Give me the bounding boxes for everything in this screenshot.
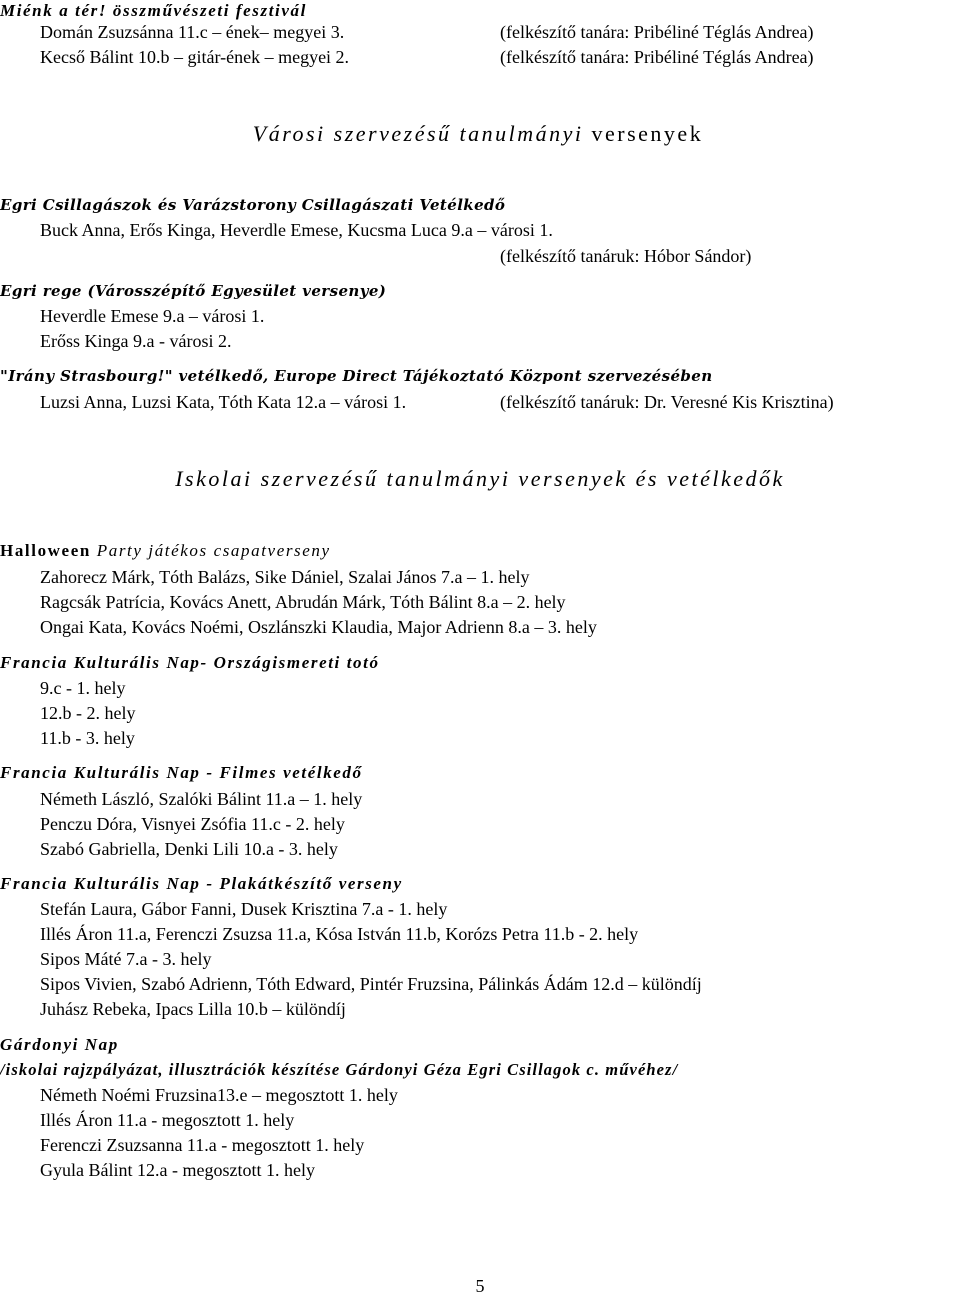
competition-heading: Francia Kulturális Nap - Filmes vetélkedő bbox=[0, 763, 363, 782]
competition-heading: Gárdonyi Nap bbox=[0, 1035, 119, 1054]
festival-heading: Miénk a tér! összművészeti fesztivál bbox=[0, 1, 307, 20]
page-number: 5 bbox=[475, 1276, 485, 1296]
competition-subheading: /iskolai rajzpályázat, illusztrációk készítése Gárdonyi Géza Egri Csillagok c. művéhez/ bbox=[0, 1060, 679, 1079]
result-line: Szabó Gabriella, Denki Lili 10.a - 3. hely bbox=[40, 839, 338, 859]
teacher-note: (felkészítő tanáruk: Dr. Veresné Kis Krisztina) bbox=[500, 392, 834, 412]
result-line: Ferenczi Zsuzsanna 11.a - megosztott 1. hely bbox=[40, 1135, 365, 1155]
result-line: Ongai Kata, Kovács Noémi, Oszlánszki Klaudia, Major Adrienn 8.a – 3. hely bbox=[40, 617, 597, 637]
result-line: Sipos Vivien, Szabó Adrienn, Tóth Edward, Pintér Fruzsina, Pálinkás Ádám 12.d – különdíj bbox=[40, 974, 702, 994]
competition-heading: Egri rege (Városszépítő Egyesület versenye) bbox=[0, 282, 387, 300]
result-line: Domán Zsuzsánna 11.c – ének– megyei 3. bbox=[40, 22, 345, 42]
teacher-note: (felkészítő tanáruk: Hóbor Sándor) bbox=[500, 246, 752, 266]
result-line: Juhász Rebeka, Ipacs Lilla 10.b – különdíj bbox=[40, 999, 346, 1019]
section-title-rest: versenyek bbox=[583, 121, 704, 146]
result-line: Illés Áron 11.a - megosztott 1. hely bbox=[40, 1110, 295, 1130]
result-line: Penczu Dóra, Visnyei Zsófia 11.c - 2. hely bbox=[40, 814, 345, 834]
section-title-varosi bbox=[0, 120, 958, 148]
teacher-note: (felkészítő tanára: Pribéliné Téglás Andrea) bbox=[500, 47, 814, 67]
result-line: Németh László, Szalóki Bálint 11.a – 1. hely bbox=[40, 789, 363, 809]
result-line: Erőss Kinga 9.a - városi 2. bbox=[40, 331, 232, 351]
result-line: Gyula Bálint 12.a - megosztott 1. hely bbox=[40, 1160, 315, 1180]
result-line: Stefán Laura, Gábor Fanni, Dusek Krisztina 7.a - 1. hely bbox=[40, 899, 448, 919]
result-line: Buck Anna, Erős Kinga, Heverdle Emese, Kucsma Luca 9.a – városi 1. bbox=[40, 220, 553, 240]
section-title-italic: Városi szervezésű tanulmányi bbox=[252, 121, 584, 146]
result-line: 9.c - 1. hely bbox=[40, 678, 126, 698]
result-line: Illés Áron 11.a, Ferenczi Zsuzsa 11.a, Kósa István 11.b, Korózs Petra 11.b - 2. hely bbox=[40, 924, 639, 944]
result-line: Zahorecz Márk, Tóth Balázs, Sike Dániel, Szalai János 7.a – 1. hely bbox=[40, 567, 530, 587]
result-line: 11.b - 3. hely bbox=[40, 728, 135, 748]
teacher-note: (felkészítő tanára: Pribéliné Téglás Andrea) bbox=[500, 22, 814, 42]
result-line: Németh Noémi Fruzsina13.e – megosztott 1. hely bbox=[40, 1085, 398, 1105]
competition-heading: Francia Kulturális Nap - Plakátkészítő verseny bbox=[0, 874, 403, 893]
result-line: Heverdle Emese 9.a – városi 1. bbox=[40, 306, 265, 326]
result-line: Ragcsák Patrícia, Kovács Anett, Abrudán Márk, Tóth Bálint 8.a – 2. hely bbox=[40, 592, 566, 612]
result-line: Kecső Bálint 10.b – gitár-ének – megyei 2. bbox=[40, 47, 350, 67]
section-title-iskolai: Iskolai szervezésű tanulmányi versenyek és vetélkedők bbox=[175, 466, 785, 491]
heading-bold-part: Halloween bbox=[0, 541, 97, 560]
result-line: Sipos Máté 7.a - 3. hely bbox=[40, 949, 212, 969]
heading-italic-part: Party játékos csapatverseny bbox=[96, 541, 331, 560]
competition-heading: Egri Csillagászok és Varázstorony Csillagászati Vetélkedő bbox=[0, 196, 506, 214]
result-line: 12.b - 2. hely bbox=[40, 703, 136, 723]
competition-heading: Francia Kulturális Nap- Országismereti totó bbox=[0, 653, 380, 672]
result-line: Luzsi Anna, Luzsi Kata, Tóth Kata 12.a – városi 1. bbox=[40, 392, 407, 412]
competition-heading bbox=[0, 540, 331, 562]
competition-heading: "Irány Strasbourg!" vetélkedő, Europe Direct Tájékoztató Központ szervezésében bbox=[0, 367, 713, 385]
